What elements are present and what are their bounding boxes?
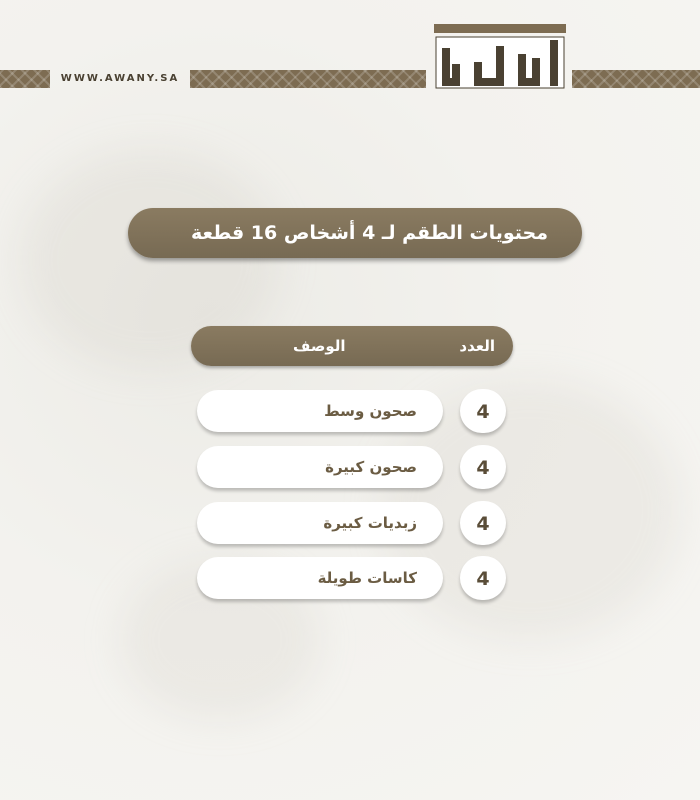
table-row-description: كاسات طويلة — [197, 557, 443, 599]
table-row-description: صحون وسط — [197, 390, 443, 432]
column-header-description: الوصف — [293, 337, 346, 355]
page-title: محتويات الطقم لـ 4 أشخاص 16 قطعة — [190, 222, 548, 244]
website-url: WWW.AWANY.SA — [60, 73, 180, 84]
table-row-count: 4 — [460, 556, 506, 600]
awany-logo — [434, 24, 566, 90]
header-pattern-band — [190, 70, 426, 88]
header-pattern-band — [572, 70, 700, 88]
column-header-count: العدد — [459, 337, 495, 355]
table-row-count: 4 — [460, 389, 506, 433]
header-pattern-band — [0, 70, 50, 88]
table-row-count: 4 — [460, 501, 506, 545]
table-header — [191, 326, 513, 366]
table-row-count: 4 — [460, 445, 506, 489]
table-row-description: زبديات كبيرة — [197, 502, 443, 544]
table-row-description: صحون كبيرة — [197, 446, 443, 488]
page-title-banner — [128, 208, 582, 258]
